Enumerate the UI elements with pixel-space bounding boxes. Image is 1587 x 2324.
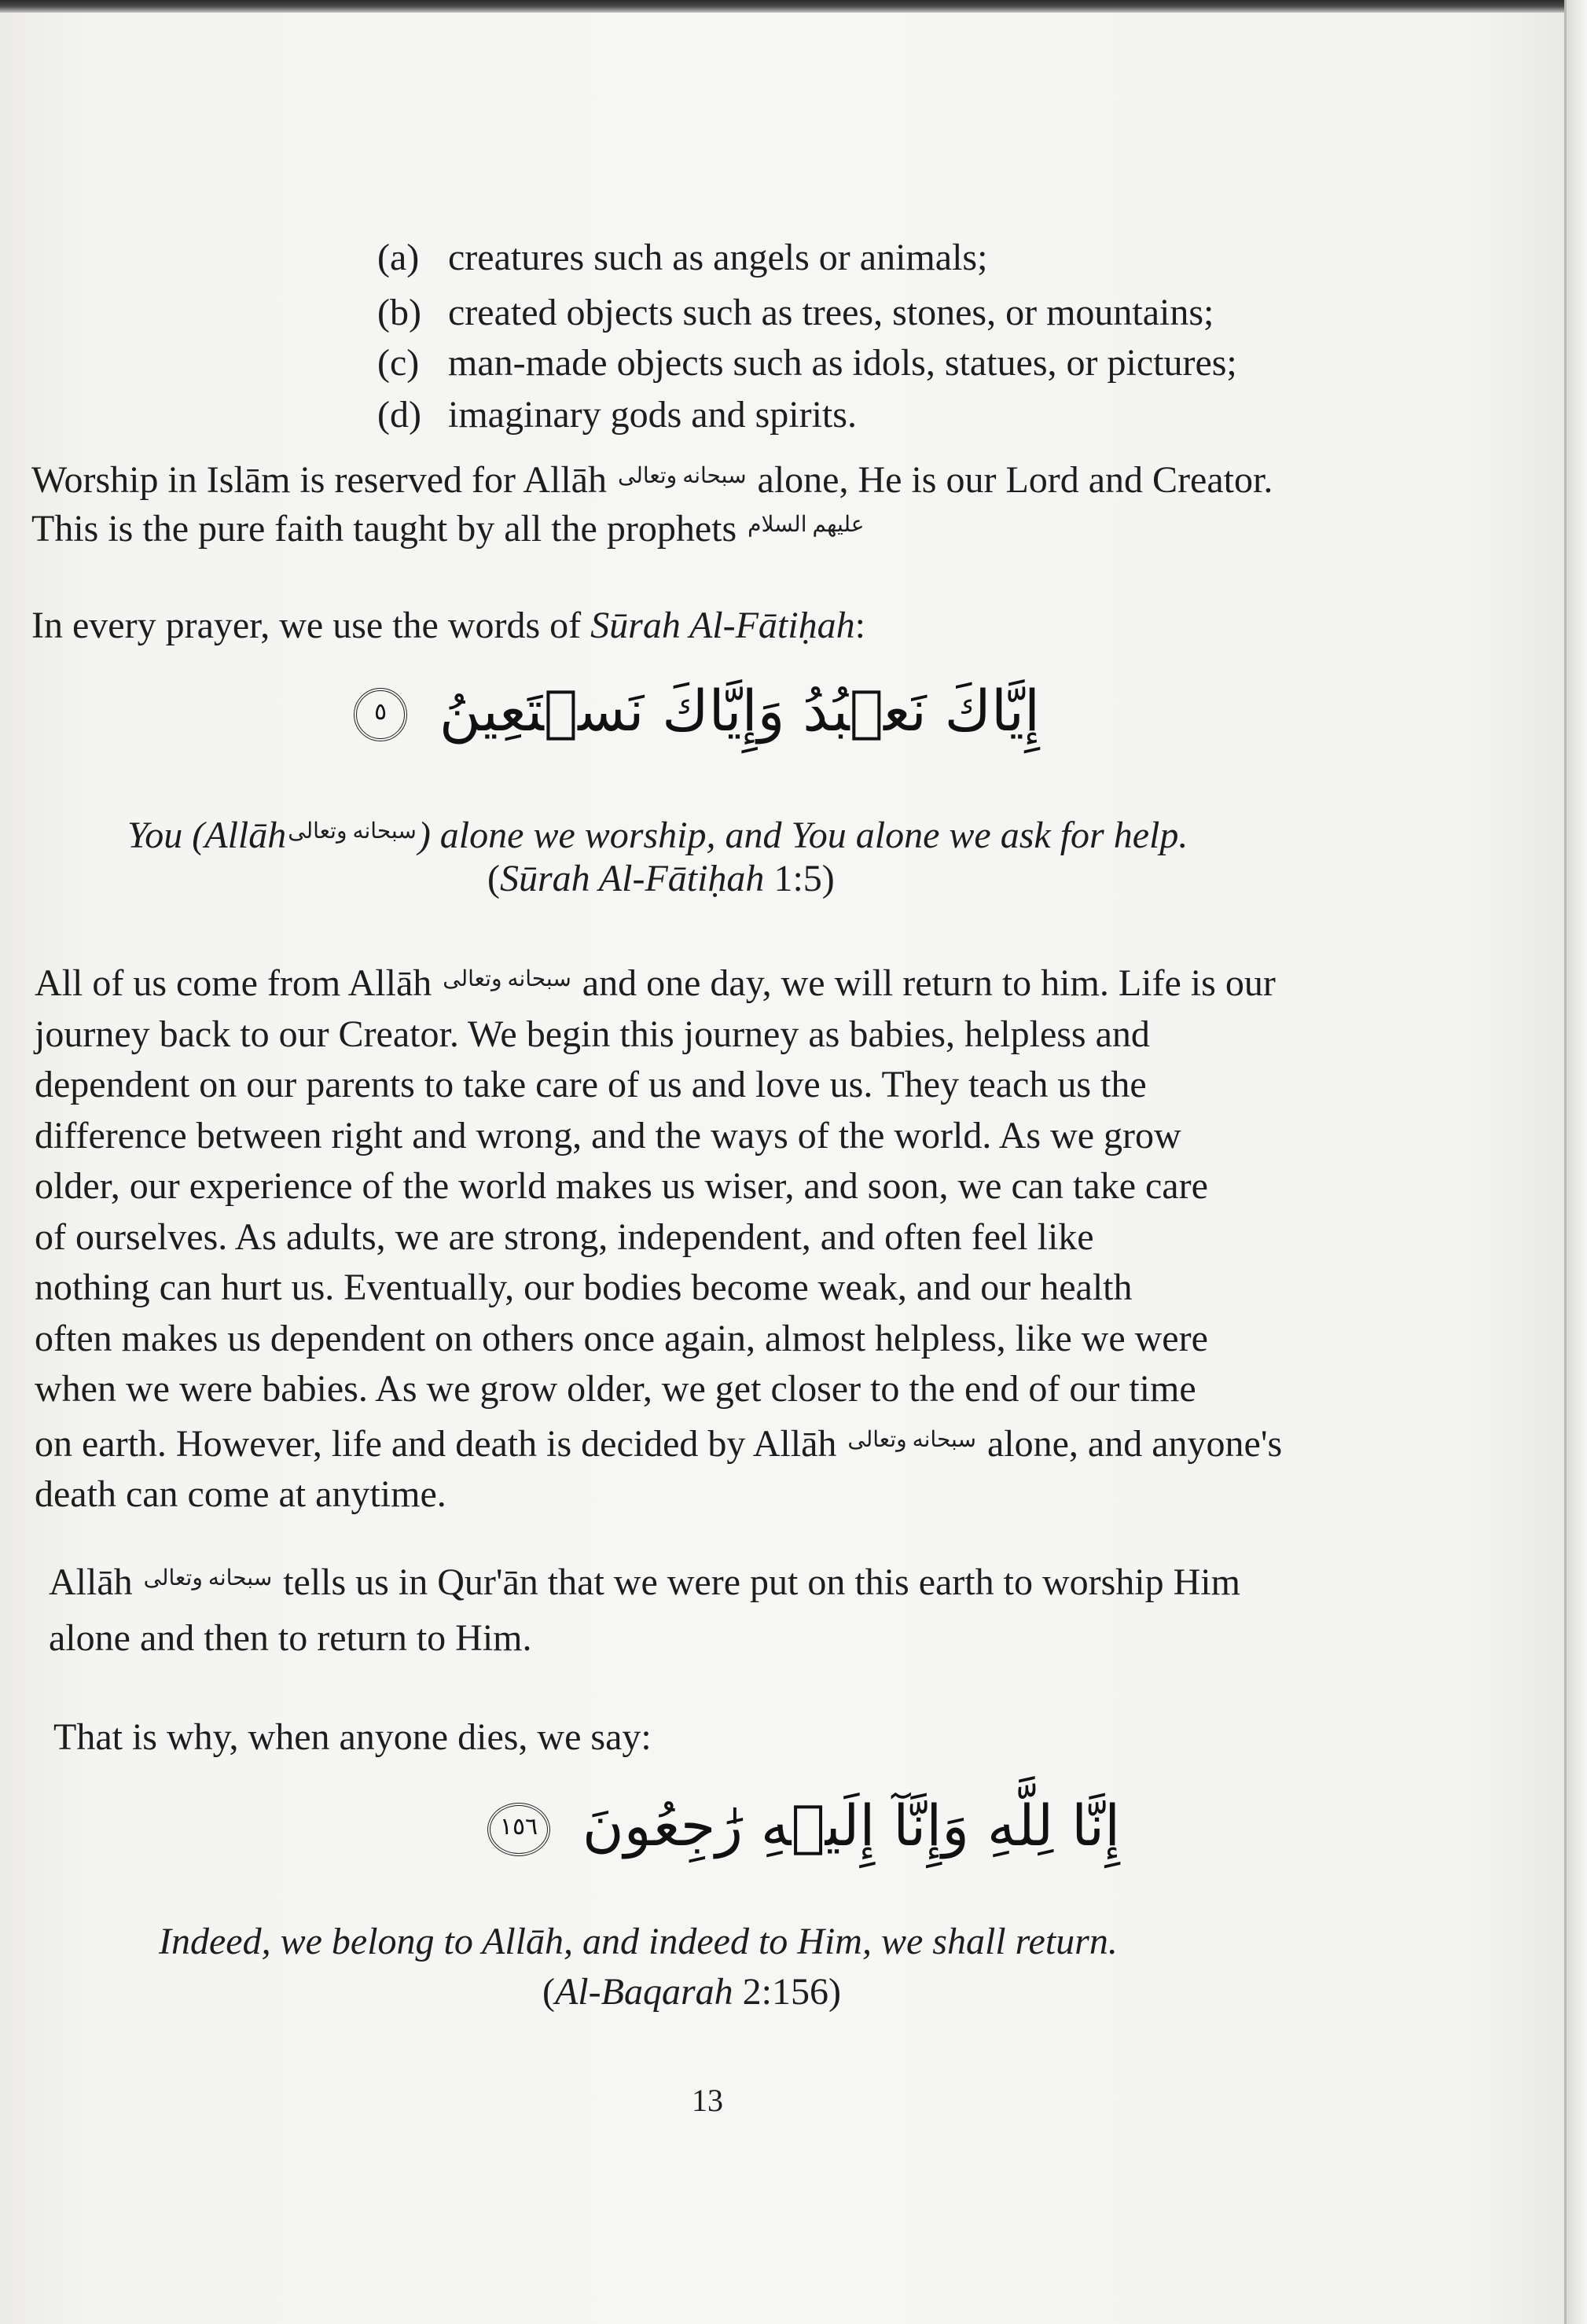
paragraph-line: All of us come from Allāh سبحانه وتعالى and one day, we will return to him. Life is our bbox=[35, 954, 1347, 1009]
list-label: (b) bbox=[377, 292, 421, 333]
baqarah-translation: Indeed, we belong to Allāh, and indeed to Him, we shall return. bbox=[159, 1921, 1118, 1962]
list-text: imaginary gods and spirits. bbox=[448, 394, 857, 436]
list-text: man-made objects such as idols, statues, or pictures; bbox=[448, 342, 1237, 384]
paragraph-line: when we were babies. As we grow older, we get closer to the end of our time bbox=[35, 1368, 1196, 1410]
page-right-edge bbox=[1564, 0, 1587, 2324]
surah-name: Sūrah Al-Fātiḥah bbox=[590, 605, 855, 646]
paragraph-line: dependent on our parents to take care of us and love us. They teach us the bbox=[35, 1064, 1147, 1105]
worship-text: This is the pure faith taught by all the prophets bbox=[31, 508, 737, 550]
dies-intro: That is why, when anyone dies, we say: bbox=[53, 1716, 652, 1758]
ayah-number-icon: ١٥٦ bbox=[487, 1803, 550, 1856]
paragraph-line: nothing can hurt us. Eventually, our bodies become weak, and our health bbox=[35, 1267, 1133, 1308]
list-item bbox=[377, 288, 1214, 338]
honorific-mark: سبحانه وتعالى bbox=[143, 1566, 273, 1590]
return-line bbox=[49, 1613, 532, 1664]
list-label: (c) bbox=[377, 342, 420, 384]
return-line bbox=[49, 1554, 1240, 1608]
ref-surah: Sūrah Al-Fātiḥah bbox=[499, 858, 765, 899]
fatiha-intro bbox=[31, 601, 865, 651]
intro-colon: : bbox=[854, 605, 865, 646]
list-label: (d) bbox=[377, 394, 421, 436]
return-text: alone and then to return to Him. bbox=[49, 1617, 532, 1659]
fatiha-reference bbox=[487, 854, 835, 904]
honorific-mark: سبحانه وتعالى bbox=[288, 819, 417, 844]
ref-surah: Al-Baqarah bbox=[554, 1971, 733, 2013]
honorific-mark: سبحانه وتعالى bbox=[443, 967, 571, 991]
list-text: creatures such as angels or animals; bbox=[448, 237, 988, 278]
ref-verse: 1:5) bbox=[764, 858, 835, 899]
paragraph-line: older, our experience of the world makes us wiser, and soon, we can take care bbox=[35, 1165, 1208, 1207]
worship-text: alone, He is our Lord and Creator. bbox=[757, 459, 1273, 501]
list-text: created objects such as trees, stones, or mountains; bbox=[448, 292, 1214, 333]
prophet-honorific-mark: عليهم السلام bbox=[748, 513, 865, 537]
worship-line bbox=[31, 451, 1273, 506]
paragraph-line: journey back to our Creator. We begin this journey as babies, helpless and bbox=[35, 1013, 1150, 1055]
page-top-edge bbox=[0, 0, 1587, 13]
paragraph-line: often makes us dependent on others once again, almost helpless, like we were bbox=[35, 1317, 1208, 1359]
baqarah-reference bbox=[542, 1967, 841, 2017]
arabic-text: إِنَّا لِلَّهِ وَإِنَّآ إِلَيۡهِ رَٰجِعُونَ bbox=[582, 1793, 1121, 1859]
list-item bbox=[377, 390, 857, 440]
worship-text: Worship in Islām is reserved for Allāh bbox=[31, 459, 607, 501]
paragraph-line: difference between right and wrong, and the ways of the world. As we grow bbox=[35, 1114, 1181, 1156]
ref-open: ( bbox=[487, 858, 500, 899]
journey-paragraph bbox=[35, 954, 1347, 1521]
list-label: (a) bbox=[377, 237, 420, 278]
intro-text: In every prayer, we use the words of bbox=[31, 605, 582, 646]
list-item bbox=[377, 233, 987, 283]
translation-text: You (Allāh bbox=[127, 815, 287, 856]
fatiha-arabic-verse bbox=[354, 678, 1040, 744]
page-number: 13 bbox=[692, 2083, 723, 2118]
honorific-mark: سبحانه وتعالى bbox=[847, 1427, 976, 1452]
return-text: Allāh bbox=[49, 1561, 133, 1603]
baqarah-arabic-verse bbox=[487, 1793, 1120, 1859]
honorific-mark: سبحانه وتعالى bbox=[617, 464, 747, 488]
list-item bbox=[377, 338, 1237, 388]
translation-text: ) alone we worship, and You alone we ask for help. bbox=[417, 815, 1188, 856]
paragraph-line: of ourselves. As adults, we are strong, independent, and often feel like bbox=[35, 1215, 1094, 1258]
fatiha-translation bbox=[127, 807, 1188, 861]
paragraph-line: on earth. However, life and death is decided by Allāh سبحانه وتعالى alone, and anyone's bbox=[35, 1415, 1347, 1470]
worship-line bbox=[31, 500, 865, 554]
arabic-text: إِيَّاكَ نَعۡبُدُ وَإِيَّاكَ نَسۡتَعِينُ bbox=[439, 678, 1040, 744]
ayah-number-icon: ٥ bbox=[354, 688, 407, 741]
return-text: tells us in Qur'ān that we were put on this earth to worship Him bbox=[283, 1561, 1240, 1603]
ref-open: ( bbox=[542, 1971, 555, 2013]
paragraph-line: death can come at anytime. bbox=[35, 1473, 446, 1515]
ref-verse: 2:156) bbox=[733, 1971, 841, 2013]
